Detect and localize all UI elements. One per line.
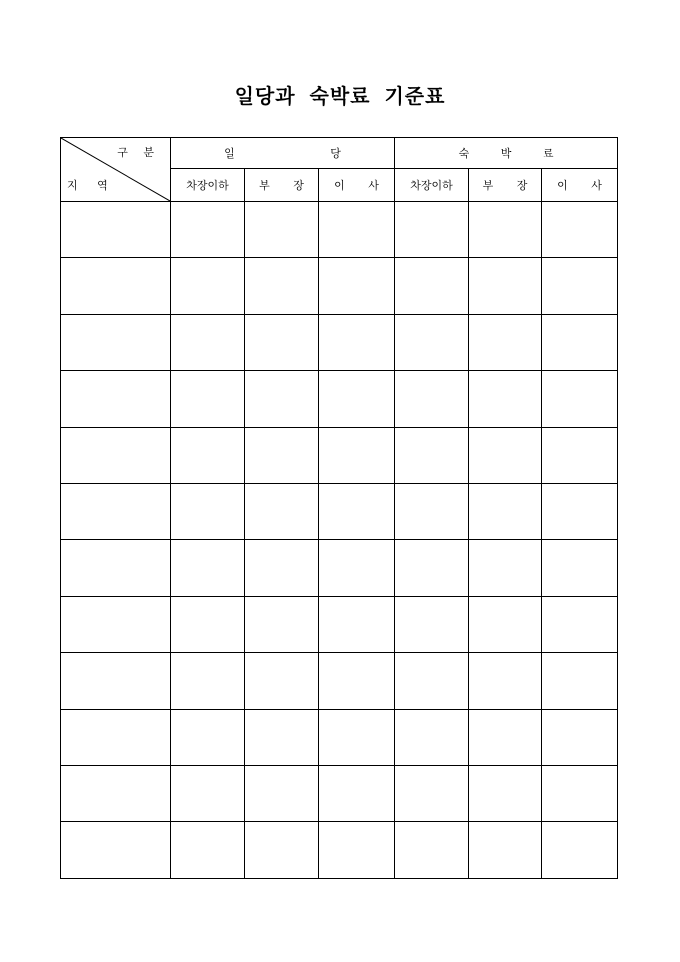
region-cell[interactable]: [61, 371, 171, 427]
value-cell[interactable]: [319, 258, 395, 314]
value-cell[interactable]: [319, 822, 395, 878]
value-cell[interactable]: [245, 371, 319, 427]
region-cell[interactable]: [61, 709, 171, 765]
document-title: 일당과 숙박료 기준표: [234, 84, 446, 108]
value-cell[interactable]: [395, 258, 469, 314]
value-cell[interactable]: [469, 653, 542, 709]
region-cell[interactable]: [61, 765, 171, 821]
value-cell[interactable]: [171, 371, 245, 427]
value-cell[interactable]: [469, 258, 542, 314]
region-cell[interactable]: [61, 258, 171, 314]
allowance-table: [60, 137, 618, 879]
value-cell[interactable]: [319, 596, 395, 652]
value-cell[interactable]: [395, 314, 469, 370]
sub-header-cell: 부 장: [469, 169, 542, 202]
corner-label-category: 구 분: [117, 146, 160, 159]
value-cell[interactable]: [542, 596, 618, 652]
value-cell[interactable]: [319, 371, 395, 427]
value-cell[interactable]: [319, 765, 395, 821]
value-cell[interactable]: [245, 596, 319, 652]
table-row: [61, 371, 618, 427]
value-cell[interactable]: [469, 540, 542, 596]
sub-header-cell: 이 사: [542, 169, 618, 202]
value-cell[interactable]: [319, 653, 395, 709]
value-cell[interactable]: [469, 709, 542, 765]
value-cell[interactable]: [542, 540, 618, 596]
region-cell[interactable]: [61, 483, 171, 539]
value-cell[interactable]: [245, 258, 319, 314]
region-cell[interactable]: [61, 596, 171, 652]
value-cell[interactable]: [542, 653, 618, 709]
value-cell[interactable]: [245, 427, 319, 483]
value-cell[interactable]: [542, 258, 618, 314]
value-cell[interactable]: [171, 596, 245, 652]
table-row: [61, 765, 618, 821]
value-cell[interactable]: [171, 314, 245, 370]
table-row: [61, 596, 618, 652]
value-cell[interactable]: [171, 483, 245, 539]
value-cell[interactable]: [319, 427, 395, 483]
region-cell[interactable]: [61, 540, 171, 596]
value-cell[interactable]: [395, 483, 469, 539]
table-row: [61, 483, 618, 539]
value-cell[interactable]: [395, 596, 469, 652]
value-cell[interactable]: [395, 202, 469, 258]
table-row: [61, 653, 618, 709]
region-cell[interactable]: [61, 314, 171, 370]
value-cell[interactable]: [542, 427, 618, 483]
value-cell[interactable]: [542, 822, 618, 878]
header-row-group: [61, 138, 618, 169]
value-cell[interactable]: [171, 540, 245, 596]
value-cell[interactable]: [542, 371, 618, 427]
value-cell[interactable]: [469, 427, 542, 483]
value-cell[interactable]: [469, 314, 542, 370]
value-cell[interactable]: [171, 202, 245, 258]
value-cell[interactable]: [319, 314, 395, 370]
sub-header-cell: 차장이하: [395, 169, 469, 202]
corner-cell: [61, 138, 171, 202]
value-cell[interactable]: [469, 371, 542, 427]
value-cell[interactable]: [319, 202, 395, 258]
table-row: [61, 540, 618, 596]
value-cell[interactable]: [319, 483, 395, 539]
region-cell[interactable]: [61, 653, 171, 709]
table-row: [61, 202, 618, 258]
value-cell[interactable]: [542, 202, 618, 258]
value-cell[interactable]: [469, 765, 542, 821]
value-cell[interactable]: [395, 427, 469, 483]
value-cell[interactable]: [542, 709, 618, 765]
table-row: [61, 822, 618, 878]
region-cell[interactable]: [61, 427, 171, 483]
value-cell[interactable]: [245, 765, 319, 821]
value-cell[interactable]: [469, 596, 542, 652]
value-cell[interactable]: [395, 540, 469, 596]
value-cell[interactable]: [245, 202, 319, 258]
value-cell[interactable]: [171, 653, 245, 709]
value-cell[interactable]: [395, 371, 469, 427]
value-cell[interactable]: [245, 540, 319, 596]
region-cell[interactable]: [61, 202, 171, 258]
value-cell[interactable]: [542, 765, 618, 821]
value-cell[interactable]: [245, 709, 319, 765]
value-cell[interactable]: [245, 653, 319, 709]
group-header-lodging: 숙 박 료: [395, 138, 618, 169]
value-cell[interactable]: [171, 258, 245, 314]
table-row: [61, 427, 618, 483]
value-cell[interactable]: [469, 822, 542, 878]
value-cell[interactable]: [171, 765, 245, 821]
value-cell[interactable]: [319, 540, 395, 596]
value-cell[interactable]: [171, 427, 245, 483]
corner-label-region: 지 역: [67, 179, 116, 192]
sub-header-cell: 차장이하: [171, 169, 245, 202]
sub-header-cell: 이 사: [319, 169, 395, 202]
value-cell[interactable]: [469, 483, 542, 539]
value-cell[interactable]: [469, 202, 542, 258]
value-cell[interactable]: [245, 314, 319, 370]
value-cell[interactable]: [395, 765, 469, 821]
value-cell[interactable]: [542, 483, 618, 539]
table-row: [61, 258, 618, 314]
value-cell[interactable]: [245, 822, 319, 878]
value-cell[interactable]: [319, 709, 395, 765]
value-cell[interactable]: [171, 822, 245, 878]
table-row: [61, 314, 618, 370]
table-row: [61, 709, 618, 765]
sub-header-cell: 부 장: [245, 169, 319, 202]
region-cell[interactable]: [61, 822, 171, 878]
group-header-daily: 일 당: [171, 138, 395, 169]
value-cell[interactable]: [395, 709, 469, 765]
value-cell[interactable]: [171, 709, 245, 765]
value-cell[interactable]: [245, 483, 319, 539]
value-cell[interactable]: [395, 822, 469, 878]
value-cell[interactable]: [395, 653, 469, 709]
value-cell[interactable]: [542, 314, 618, 370]
